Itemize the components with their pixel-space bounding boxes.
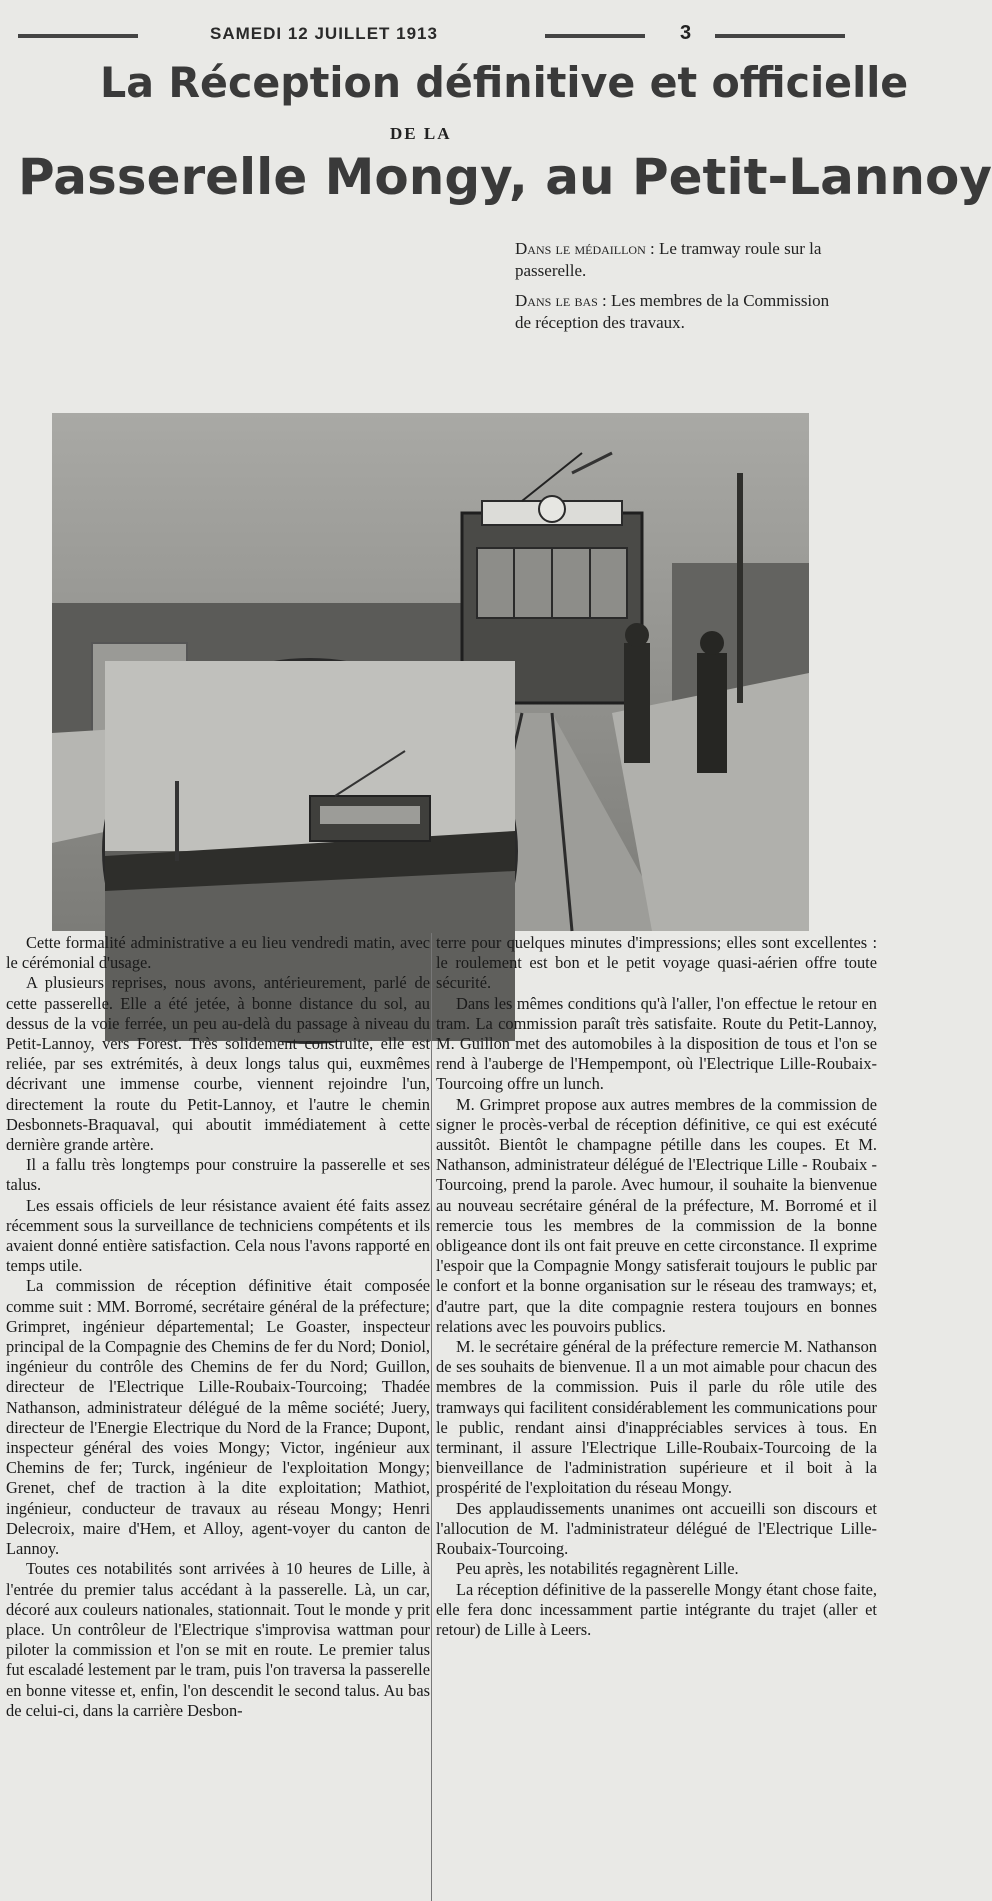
article-column-right bbox=[436, 933, 877, 1640]
page-number: 3 bbox=[680, 22, 692, 44]
article-paragraph: Toutes ces notabilités sont arrivées à 10 heures de Lille, à l'entrée du premier talus accédant à la passerelle. Là, un car, décoré aux couleurs nationales, stationnait. Tout le monde y prit place. Un contrôleur de l'Electrique s'improvisa wattman pour piloter la commission et l'on se mit en route. Le premier talus fut escaladé lestement par le tram, puis l'on traversa la passerelle en bonne vitesse et, enfin, l'on descendit le second talus. Au bas de celui-ci, dans la carrière Desbon- bbox=[6, 1559, 430, 1720]
header-rule-middle bbox=[545, 34, 645, 38]
article-paragraph: Des applaudissements unanimes ont accueilli son discours et l'allocution de M. l'administrateur délégué de l'Electrique Lille-Roubaix-Tourcoing. bbox=[436, 1498, 877, 1559]
article-paragraph: Cette formalité administrative a eu lieu vendredi matin, avec le cérémonial d'usage. bbox=[6, 933, 430, 973]
header-date: SAMEDI 12 JUILLET 1913 bbox=[210, 24, 438, 43]
article-paragraph: La réception définitive de la passerelle Mongy étant chose faite, elle fera donc incessamment partie intégrante du trajet (aller et retour) de Lille à Leers. bbox=[436, 1579, 877, 1639]
article-paragraph-continued: terre pour quelques minutes d'impressions; elles sont excellentes : le roulement est bon et le petit voyage quasi-aérien offre toute sécurité. bbox=[436, 933, 877, 993]
article-paragraph: Il a fallu très longtemps pour construire la passerelle et ses talus. bbox=[6, 1155, 430, 1195]
article-paragraph: A plusieurs reprises, nous avons, antérieurement, parlé de cette passerelle. Elle a été jetée, à bonne distance du sol, au dessus de la voie ferrée, un peu au-delà du passage à niveau du Petit-Lannoy, vers Forest. Très solidement construite, elle est reliée, par ses extrémités, à deux longs talus qui, euxmêmes décrivant une immense courbe, viennent rejoindre l'un, directement la route du Petit-Lannoy, et l'autre le chemin Desbonnets-Braquaval, qui aboutit immédiatement à cette dernière grande artère. bbox=[6, 973, 430, 1155]
caption-medallion-label: Dans le médaillon : bbox=[515, 239, 655, 258]
caption-bottom-label: Dans le bas : bbox=[515, 291, 607, 310]
caption-bottom bbox=[515, 290, 830, 334]
article-paragraph: M. le secrétaire général de la préfecture remercie M. Nathanson de ses souhaits de bienvenue. Il a un mot aimable pour chacun des membres de la commission. Puis il parle du rôle utile des tramways qui facilitent considérablement les communications pour le public, rendant ainsi d'inappréciables services à tous. En terminant, il assure l'Electrique Lille-Roubaix-Tourcoing de la bienveillance de l'administration supérieure et il boit à la prospérité de l'exploitation du réseau Mongy. bbox=[436, 1337, 877, 1498]
caption-medallion bbox=[515, 238, 830, 282]
article-paragraph: Les essais officiels de leur résistance avaient été faits assez récemment sous la surveillance de techniciens compétents et ils avaient donné entière satisfaction. Cela nous l'avons rapporté en temps utile. bbox=[6, 1195, 430, 1276]
headline-line-3: Passerelle Mongy, au Petit-Lannoy bbox=[18, 148, 992, 206]
article-paragraph: Dans les mêmes conditions qu'à l'aller, l'on effectue le retour en tram. La commission paraît très satisfaite. Route du Petit-Lannoy, M. Guillon met des automobiles à la disposition de tous et l'on se rend à l'auberge de l'Hempempont, où l'Electrique Lille-Roubaix-Tourcoing offre un lunch. bbox=[436, 993, 877, 1094]
news-photo bbox=[52, 413, 809, 931]
article-paragraph: La commission de réception définitive était composée comme suit : MM. Borromé, secrétaire général de la préfecture; Grimpret, ingénieur départemental; Le Goaster, inspecteur principal de la Compagnie des Chemins de fer du Nord; Doniol, ingénieur du contrôle des Chemins de fer du Nord; Guillon, directeur de l'Electrique Lille-Roubaix-Tourcoing; Thadée Nathanson, administrateur délégué de la même société; Juery, directeur de l'Energie Electrique du Nord de la France; Dupont, inspecteur général des voies Mongy; Victor, ingénieur aux Chemins de fer; Turck, ingénieur de l'exploitation Mongy; Grenet, chef de traction à la dite exploitation; Mathiot, ingénieur, conducteur de travaux au réseau Mongy; Henri Delecroix, maire d'Hem, et Alloy, agent-voyer du canton de Lannoy. bbox=[6, 1276, 430, 1559]
headline-line-1: La Réception définitive et officielle bbox=[100, 58, 909, 107]
page-header bbox=[0, 22, 886, 46]
headline-line-2: DE LA bbox=[390, 124, 452, 143]
article-paragraph: M. Grimpret propose aux autres membres de la commission de signer le procès-verbal de réception définitive, ce qui est exécuté aussitôt. Bientôt le champagne pétille dans les coupes. Et M. Nathanson, administrateur délégué de l'Electrique Lille - Roubaix - Tourcoing, prend la parole. Avec humour, il souhaite la bienvenue au nouveau secrétaire général de la préfecture, M. Borromé et il remercie tous les membres de la commission de la bonne obligeance dont ils ont fait preuve en cette circonstance. Il exprime l'espoir que la Compagnie Mongy satisferait toujours le public par le confort et la bonne organisation sur le réseau des tramways; et, d'autre part, que la dite compagnie restera toujours en bonnes relations avec les pouvoirs publics. bbox=[436, 1094, 877, 1336]
header-rule-left bbox=[18, 34, 138, 38]
article-column-left bbox=[6, 933, 430, 1721]
caption-bottom-text: Les membres de la Commission de réception des travaux. bbox=[515, 291, 830, 332]
article-paragraph: Peu après, les notabilités regagnèrent Lille. bbox=[456, 1559, 739, 1579]
header-rule-right bbox=[715, 34, 845, 38]
caption-medallion-text: Le tramway roule sur la passerelle. bbox=[515, 239, 822, 280]
column-divider bbox=[431, 933, 432, 1901]
